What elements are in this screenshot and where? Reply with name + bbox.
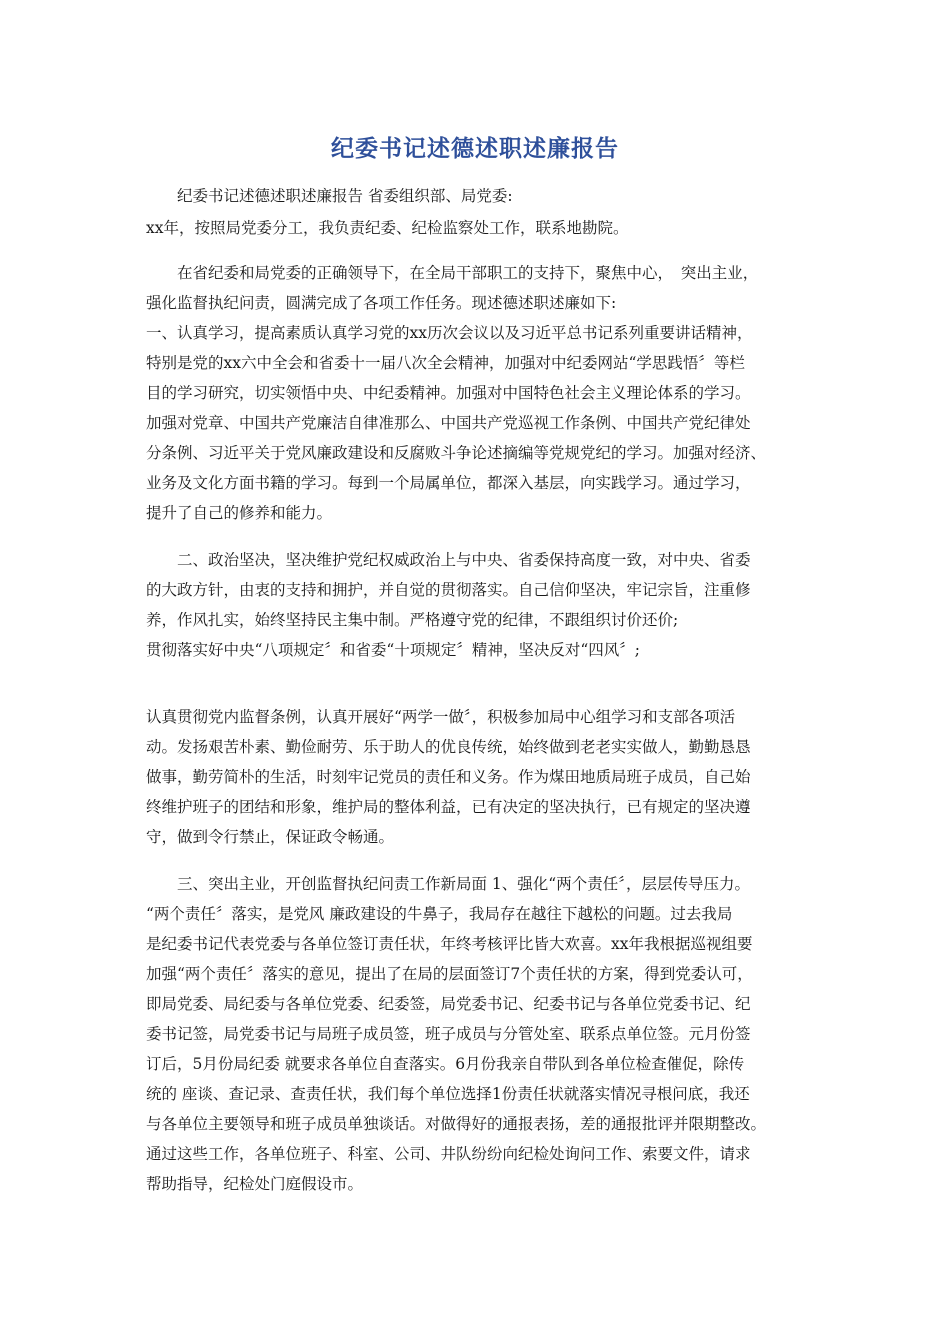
paragraph-line: 即局党委、局纪委与各单位党委、纪委签，局党委书记、纪委书记与各单位党委书记、纪 <box>146 995 751 1013</box>
document-title: 纪委书记述德述职述廉报告 <box>331 136 619 162</box>
paragraph-line: 纪委书记述德述职述廉报告 省委组织部、局党委: <box>146 187 513 205</box>
paragraph-line: 分条例、习近平关于党风廉政建设和反腐败斗争论述摘编等党规党纪的学习。加强对经济、 <box>146 444 767 462</box>
paragraph-line: 动。发扬艰苦朴素、勤俭耐劳、乐于助人的优良传统，始终做到老老实实做人，勤勤恳恳 <box>146 738 751 756</box>
paragraph-line: 目的学习研究，切实领悟中央、中纪委精神。加强对中国特色社会主义理论体系的学习。 <box>146 384 751 402</box>
paragraph-line: 帮助指导，纪检处门庭假设市。 <box>146 1175 364 1193</box>
paragraph-line: xx年，按照局党委分工，我负责纪委、纪检监察处工作，联系地勘院。 <box>146 219 629 237</box>
paragraph-line: 一、认真学习，提高素质认真学习党的xx历次会议以及习近平总书记系列重要讲话精神， <box>146 324 753 342</box>
paragraph-line: “两个责任〞落实，是党风 廉政建设的牛鼻子，我局存在越往下越松的问题。过去我局 <box>146 905 733 923</box>
paragraph-line: 订后，5月份局纪委 就要求各单位自查落实。6月份我亲自带队到各单位检查催促，除传 <box>146 1055 745 1073</box>
paragraph-line: 委书记签，局党委书记与局班子成员签，班子成员与分管处室、联系点单位签。元月份签 <box>146 1025 751 1043</box>
paragraph-line: 做事，勤劳简朴的生活，时刻牢记党员的责任和义务。作为煤田地质局班子成员，自己始 <box>146 768 751 786</box>
paragraph-line: 的大政方针，由衷的支持和拥护，并自觉的贯彻落实。自己信仰坚决，牢记宗旨，注重修 <box>146 581 751 599</box>
paragraph-line: 通过这些工作，各单位班子、科室、公司、井队纷纷向纪检处询问工作、索要文件，请求 <box>146 1145 751 1163</box>
paragraph-line: 贯彻落实好中央“八项规定〞和省委“十项规定〞精神，坚决反对“四风〞; <box>146 641 640 659</box>
paragraph-line: 是纪委书记代表党委与各单位签订责任状，年终考核评比皆大欢喜。xx年我根据巡视组要 <box>146 935 753 953</box>
paragraph-line: 加强“两个责任〞落实的意见，提出了在局的层面签订7个责任状的方案，得到党委认可， <box>146 965 753 983</box>
paragraph-line: 加强对党章、中国共产党廉洁自律准那么、中国共产党巡视工作条例、中国共产党纪律处 <box>146 414 751 432</box>
paragraph-line: 二、政治坚决，坚决维护党纪权威政治上与中央、省委保持高度一致，对中央、省委 <box>146 551 751 569</box>
paragraph-line: 特别是党的xx六中全会和省委十一届八次全会精神，加强对中纪委网站“学思践悟〞等栏 <box>146 354 745 372</box>
paragraph-line: 业务及文化方面书籍的学习。每到一个局属单位，都深入基层，向实践学习。通过学习， <box>146 474 751 492</box>
paragraph-line: 强化监督执纪问责，圆满完成了各项工作任务。现述德述职述廉如下: <box>146 294 617 312</box>
paragraph-line: 统的 座谈、查记录、查责任状，我们每个单位选择1份责任状就落实情况寻根问底，我还 <box>146 1085 750 1103</box>
paragraph-line: 提升了自己的修养和能力。 <box>146 504 333 522</box>
paragraph-line: 终维护班子的团结和形象，维护局的整体利益，已有决定的坚决执行，已有规定的坚决遵 <box>146 798 751 816</box>
paragraph-line: 三、突出主业，开创监督执纪问责工作新局面 1、强化“两个责任〞，层层传导压力。 <box>146 875 750 893</box>
paragraph-line: 与各单位主要领导和班子成员单独谈话。对做得好的通报表扬，差的通报批评并限期整改。 <box>146 1115 767 1133</box>
paragraph-line: 养，作风扎实，始终坚持民主集中制。严格遵守党的纪律，不跟组织讨价还价; <box>146 611 679 629</box>
paragraph-line: 守，做到令行禁止，保证政令畅通。 <box>146 828 395 846</box>
paragraph-line: 在省纪委和局党委的正确领导下，在全局干部职工的支持下，聚焦中心， 突出主业， <box>146 264 759 282</box>
paragraph-line: 认真贯彻党内监督条例，认真开展好“两学一做〞，积极参加局中心组学习和支部各项活 <box>146 708 736 726</box>
